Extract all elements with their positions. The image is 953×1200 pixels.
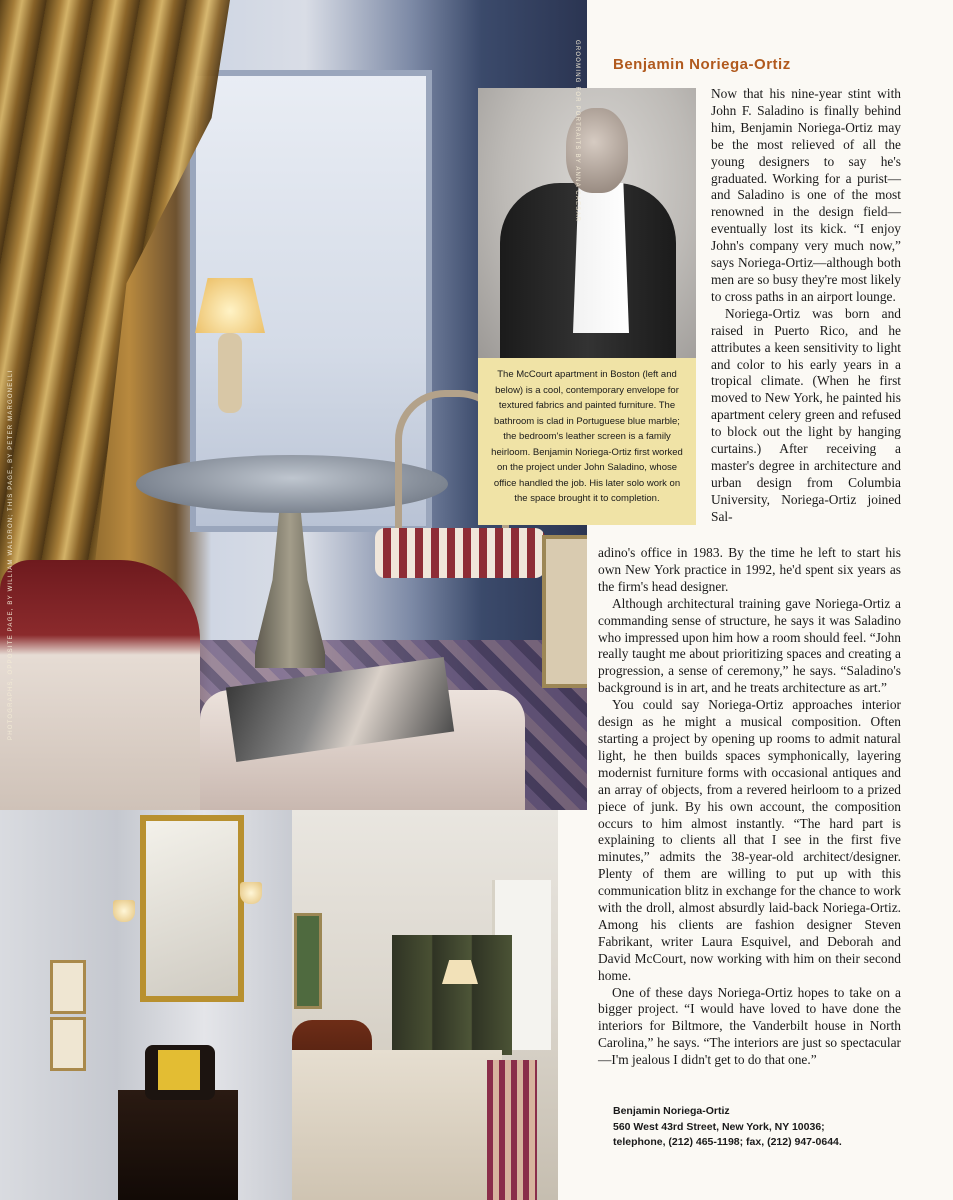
framed-picture bbox=[542, 535, 587, 688]
gilt-mirror bbox=[140, 815, 244, 1002]
article-title: Benjamin Noriega-Ortiz bbox=[613, 56, 791, 73]
contact-address: 560 West 43rd Street, New York, NY 10036; bbox=[613, 1120, 825, 1133]
bathroom-photo bbox=[0, 810, 292, 1200]
vanity-cabinet bbox=[118, 1090, 238, 1200]
designer-portrait bbox=[478, 88, 696, 358]
framed-print-top bbox=[50, 960, 86, 1014]
striped-throw bbox=[487, 1060, 537, 1200]
leather-screen bbox=[392, 935, 512, 1055]
designer-contact bbox=[613, 1104, 933, 1151]
wall-sconce-right bbox=[240, 882, 262, 904]
photo-caption: The McCourt apartment in Boston (left and below) is a cool, contemporary envelope for textured fabrics and painted furniture. The bathroom is clad in Portuguese blue marble; the bedroom's leather screen is a family heirloom. Benjamin Noriega-Ortiz first worked on the project under John Saladino, whose office handled the job. His later solo work on the space brought it to completion. bbox=[478, 358, 696, 525]
framed-print-bottom bbox=[50, 1017, 86, 1071]
paragraph: Now that his nine-year stint with John F. Saladino is finally behind him, Benjamin Noriega-Ortiz may be the most relieved of all the young designers to say he's graduated. Working for a purist—and Saladino is one of the most renowned in the design field—eventually lost its kick. “I enjoy John's company very much now,” says Noriega-Ortiz—although both men are so busy they're most likely to cross paths in an airport lounge. bbox=[711, 86, 901, 304]
lamp-base bbox=[218, 333, 242, 413]
portrait-shirt bbox=[573, 183, 629, 333]
contact-name: Benjamin Noriega-Ortiz bbox=[613, 1105, 730, 1117]
bedspread bbox=[292, 1050, 502, 1200]
wall-painting bbox=[294, 913, 322, 1009]
paragraph: You could say Noriega-Ortiz approaches interior design as he might a musical composition. Often starting a project by opening up rooms to admit natural light, he then builds spaces symphonically, layering modernist furniture forms with occasional antiques and an array of objects, from a revered heirloom to a prized piece of junk. By his own account, the composition occurs to him almost instantly. “The hard part is explaining to clients all that I see in the first five minutes,” admits the 38-year-old architect/designer. Plenty of them are willing to put up with this communication blitz in exchange for the chance to work with the droll, almost absurdly laid-back Noriega-Ortiz. Among his clients are fashion designer Steven Fabrikant, writer Laura Esquivel, and Deborah and David McCourt, now working with him on their second home. bbox=[598, 697, 901, 983]
photo-gutter bbox=[558, 810, 587, 1200]
paragraph: adino's office in 1983. By the time he left to start his own New York practice in 1992, he'd spent six years as the firm's head designer. bbox=[598, 545, 901, 594]
wall-sconce-left bbox=[113, 900, 135, 922]
bedroom-photo bbox=[292, 810, 558, 1200]
paragraph: Although architectural training gave Noriega-Ortiz a commanding sense of structure, he says it was Saladino who impressed upon him how a room should feel. “John really taught me about prioritizing spaces and creating a progression, a sense of ceremony,” he says. “Saladino's background is in art, and he treats architecture as art.” bbox=[598, 595, 901, 696]
armchair bbox=[0, 560, 200, 810]
contact-phones: telephone, (212) 465-1198; fax, (212) 947-0644. bbox=[613, 1136, 842, 1148]
paragraph: Noriega-Ortiz was born and raised in Puerto Rico, and he attributes a keen sensitivity to light and color to his early years in a tropical climate. (When he first moved to New York, he painted his apartment celery green and refused to block out the light by hanging curtains.) After receiving a master's degree in architecture and urban design from Columbia University, Noriega-Ortiz joined Sal- bbox=[711, 305, 901, 524]
body-column-narrow bbox=[711, 86, 901, 526]
pedestal-table-leg bbox=[255, 508, 325, 668]
yellow-towel bbox=[158, 1050, 200, 1090]
paragraph: One of these days Noriega-Ortiz hopes to take on a bigger project. “I would have loved to have done the interiors for Biltmore, the Vanderbilt house in North Carolina,” he says. “The interiors are just so spectacular—I'm jealous I didn't get to do that one.” bbox=[598, 984, 901, 1068]
photo-credit: PHOTOGRAPHS, OPPOSITE PAGE, BY WILLIAM WALDRON; THIS PAGE, BY PETER MARGONELLI bbox=[8, 369, 14, 740]
striped-chair-seat bbox=[375, 528, 545, 578]
body-column-wide bbox=[598, 545, 901, 1069]
grooming-credit: GROOMING FOR PORTRAITS BY ANNA CAESAR bbox=[574, 40, 580, 223]
